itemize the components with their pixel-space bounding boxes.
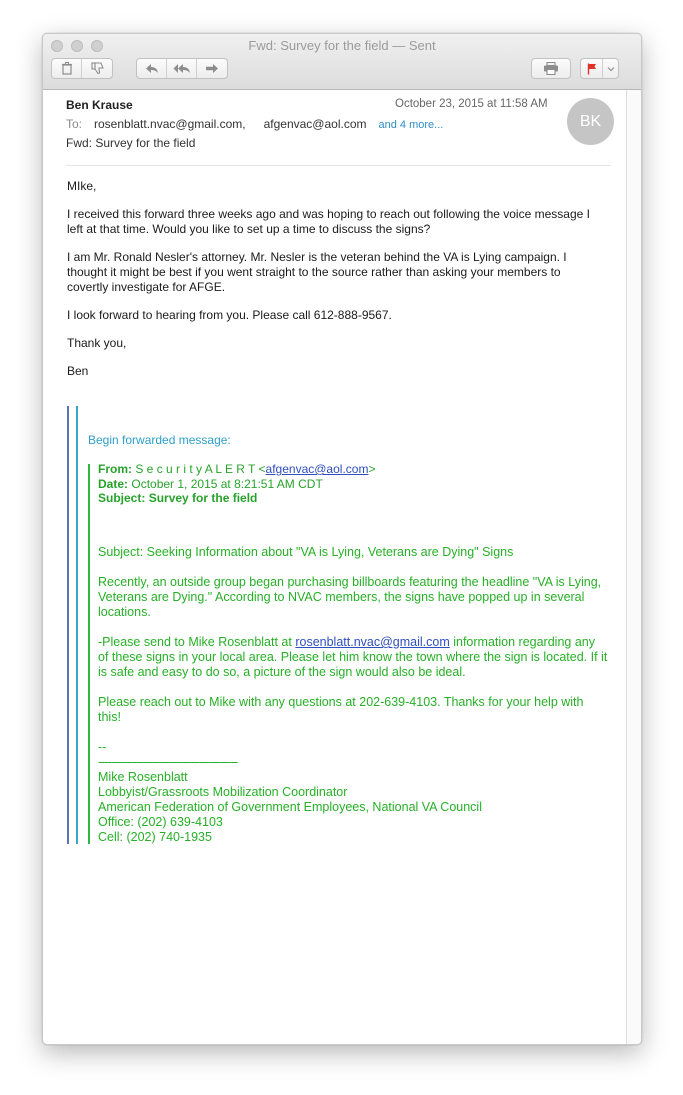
recipients-row — [66, 117, 443, 131]
forwarded-subject-label: Subject: — [98, 491, 146, 505]
quote-bar-outer — [67, 406, 69, 844]
forwarded-from-label: From: — [98, 462, 132, 476]
title-bar — [43, 34, 641, 90]
forward-button[interactable] — [197, 59, 227, 78]
signature-dashes: -- — [98, 740, 107, 754]
to-label: To: — [66, 117, 83, 131]
forwarded-from-open: < — [258, 462, 266, 476]
forwarded-date-row — [98, 477, 375, 492]
forwarded-paragraph-3: Please reach out to Mike with any questions at 202-639-4103. Thanks for your help with this! — [98, 695, 584, 724]
window-title: Fwd: Survey for the field — Sent — [248, 38, 436, 53]
reply-all-button[interactable] — [167, 59, 197, 78]
forwarded-header: Begin forwarded message: — [88, 433, 231, 447]
junk-button[interactable] — [82, 59, 112, 78]
forward-icon — [205, 63, 219, 74]
reply-all-icon — [173, 63, 191, 74]
quote-bar-inner — [88, 464, 90, 844]
message-subject: Fwd: Survey for the field — [66, 136, 196, 150]
forwarded-subject-row — [98, 491, 375, 506]
recipient-1[interactable]: rosenblatt.nvac@gmail.com, — [94, 117, 246, 131]
flag-icon — [587, 63, 597, 75]
forwarded-body — [98, 545, 608, 845]
forwarded-meta — [98, 462, 375, 506]
signoff: Ben — [67, 364, 89, 378]
flag-button[interactable] — [581, 59, 603, 78]
greeting: MIke, — [67, 179, 97, 193]
flag-group — [580, 58, 619, 79]
signature-cell: Cell: (202) 740-1935 — [98, 830, 212, 844]
forwarded-subject: Survey for the field — [148, 491, 258, 505]
signature-name: Mike Rosenblatt — [98, 770, 188, 784]
sender-name[interactable]: Ben Krause — [66, 98, 133, 112]
forwarded-paragraph-1: Recently, an outside group began purchasing billboards featuring the headline "VA is Lying, Veterans are Dying." According to NVAC members, the signs have popped up in several locations. — [98, 575, 602, 619]
forwarded-p2-after: information regarding any of these signs in your local area. Please let him know the town where the sign is located. If it is safe and easy to do so, a picture of the sign would also be ideal. — [98, 635, 608, 679]
body-paragraph-2: I am Mr. Ronald Nesler's attorney. Mr. Nesler is the veteran behind the VA is Lying campaign. I thought it might be best if you went straight to the source rather than asking your members to covertly investigate for AFGE. — [67, 250, 567, 294]
forwarded-date-label: Date: — [98, 476, 129, 491]
signature-title: Lobbyist/Grassroots Mobilization Coordinator — [98, 785, 348, 799]
forwarded-from-email[interactable]: afgenvac@aol.com — [265, 462, 369, 476]
trash-icon — [61, 62, 73, 75]
delete-junk-group — [51, 58, 113, 79]
forwarded-date: October 1, 2015 at 8:21:51 AM CDT — [131, 476, 323, 491]
header-divider — [66, 165, 611, 166]
signature-rule: -------------------------------------------- — [98, 755, 238, 769]
forwarded-email-link[interactable]: rosenblatt.nvac@gmail.com — [295, 635, 450, 649]
more-recipients-link[interactable]: and 4 more... — [378, 119, 444, 131]
forwarded-from-row — [98, 462, 375, 477]
signature-org: American Federation of Government Employees, National VA Council — [98, 800, 482, 814]
reply-group — [136, 58, 228, 79]
chevron-down-icon — [607, 66, 615, 72]
forwarded-p2-before: -Please send to Mike Rosenblatt at — [98, 635, 296, 649]
message-view — [43, 90, 626, 1044]
forwarded-from-close: > — [368, 462, 376, 476]
body-paragraph-1: I received this forward three weeks ago and was hoping to reach out following the voice message I left at that time. Would you like to set up a time to discuss the signs? — [67, 207, 590, 236]
quote-bar-middle — [76, 406, 78, 844]
message-date: October 23, 2015 at 11:58 AM — [395, 98, 548, 110]
reply-icon — [145, 63, 159, 74]
forwarded-from-name: S e c u r i t y A L E R T — [135, 462, 256, 476]
signature-office: Office: (202) 639-4103 — [98, 815, 223, 829]
forwarded-subject-line: Subject: Seeking Information about "VA is Lying, Veterans are Dying" Signs — [98, 545, 514, 559]
body-paragraph-3: I look forward to hearing from you. Please call 612-888-9567. — [67, 308, 392, 322]
printer-icon — [543, 62, 559, 75]
avatar: BK — [567, 98, 614, 145]
print-button[interactable] — [532, 59, 570, 78]
message-body — [67, 179, 602, 392]
flag-menu-button[interactable] — [603, 59, 618, 78]
thumbs-down-icon — [91, 62, 104, 75]
scrollbar[interactable] — [626, 90, 641, 1044]
print-group — [531, 58, 571, 79]
mail-window — [42, 33, 642, 1045]
delete-button[interactable] — [52, 59, 82, 78]
closing: Thank you, — [67, 336, 127, 350]
recipient-2[interactable]: afgenvac@aol.com — [263, 117, 367, 131]
forwarded-paragraph-2 — [98, 635, 608, 680]
reply-button[interactable] — [137, 59, 167, 78]
